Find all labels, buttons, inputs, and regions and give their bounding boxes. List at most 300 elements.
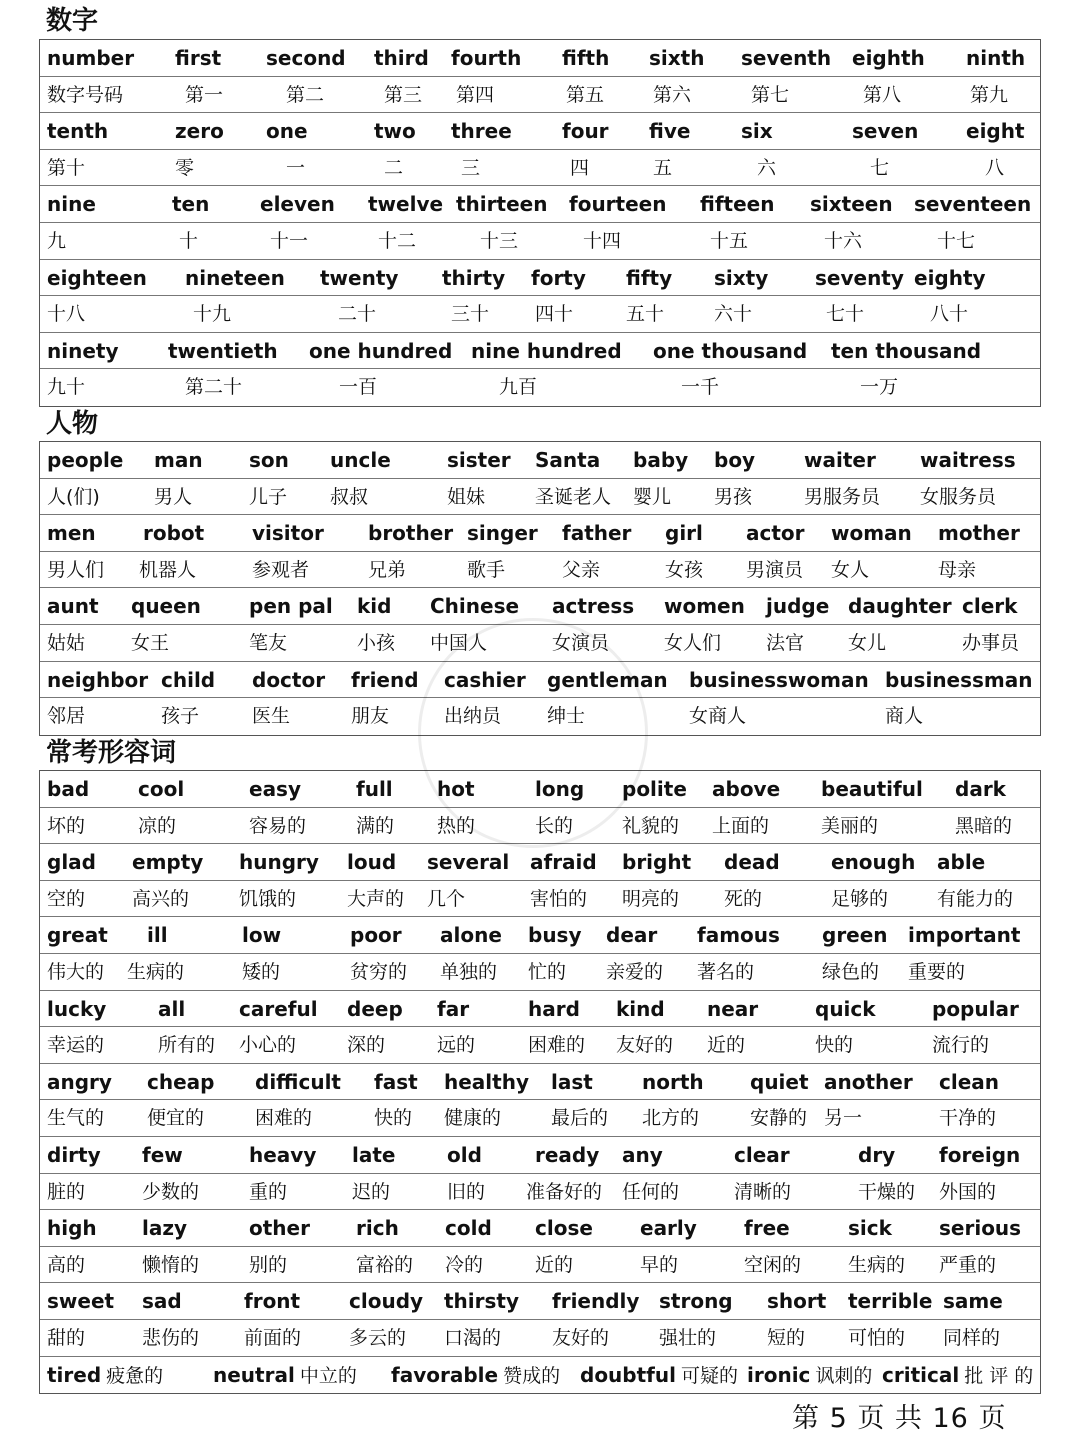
english-word: dark <box>955 777 1006 801</box>
english-word: tenth <box>47 119 109 144</box>
chinese-meaning: 男孩 <box>714 485 753 508</box>
english-row <box>40 771 1040 808</box>
chinese-meaning: 美丽的 <box>821 814 879 837</box>
chinese-meaning: 疲惫的 <box>106 1364 164 1387</box>
english-word: afraid <box>530 850 597 875</box>
chinese-row <box>40 369 1040 406</box>
word-pair <box>47 1357 163 1394</box>
english-word: brother <box>368 521 454 546</box>
english-word: fast <box>374 1069 418 1094</box>
chinese-meaning: 女王 <box>131 631 170 654</box>
english-word: far <box>437 996 470 1021</box>
english-row <box>40 442 1040 479</box>
english-word: early <box>640 1216 697 1241</box>
english-word: ninety <box>47 338 119 363</box>
chinese-meaning: 死的 <box>724 887 763 910</box>
chinese-meaning: 贫穷的 <box>350 960 408 983</box>
chinese-meaning: 严重的 <box>939 1253 997 1276</box>
chinese-meaning: 单独的 <box>440 960 498 983</box>
chinese-meaning: 亲爱的 <box>606 960 664 983</box>
chinese-meaning: 第三 <box>384 83 423 106</box>
english-word: boy <box>714 448 756 472</box>
chinese-meaning: 短的 <box>767 1326 806 1349</box>
chinese-meaning: 人(们) <box>47 485 100 508</box>
word-pair <box>580 1357 738 1394</box>
chinese-meaning: 矮的 <box>242 960 281 983</box>
english-word: lucky <box>47 996 107 1021</box>
adjectives-table <box>39 770 1041 1394</box>
chinese-meaning: 准备好的 <box>526 1180 603 1203</box>
chinese-meaning: 快的 <box>374 1107 413 1130</box>
english-row <box>40 40 1040 77</box>
chinese-meaning: 足够的 <box>831 887 889 910</box>
chinese-row <box>40 1100 1040 1137</box>
english-word: terrible <box>848 1289 933 1314</box>
english-word: eleven <box>260 192 335 217</box>
english-word: businesswoman <box>689 667 869 692</box>
english-word: seven <box>852 119 919 144</box>
chinese-meaning: 生病的 <box>848 1253 906 1276</box>
chinese-meaning: 九百 <box>499 376 538 399</box>
chinese-meaning: 女孩 <box>665 558 704 581</box>
chinese-meaning: 有能力的 <box>937 887 1014 910</box>
english-word: son <box>249 448 289 472</box>
english-word: gentleman <box>547 667 668 692</box>
section-title-adjectives: 常考形容词 <box>46 738 177 768</box>
english-word: all <box>158 996 186 1021</box>
chinese-meaning: 第五 <box>566 83 605 106</box>
english-word: sixty <box>714 265 769 290</box>
chinese-meaning: 高的 <box>47 1253 86 1276</box>
english-word: easy <box>249 777 302 801</box>
english-word: sixteen <box>810 192 893 217</box>
chinese-meaning: 长的 <box>535 814 574 837</box>
english-word: able <box>937 850 986 875</box>
english-word: favorable <box>391 1362 499 1387</box>
chinese-meaning: 第八 <box>863 83 902 106</box>
english-word: twenty <box>320 265 399 290</box>
english-word: thirty <box>442 265 506 290</box>
english-word: serious <box>939 1216 1022 1241</box>
english-word: kid <box>357 594 392 619</box>
english-word: cool <box>138 777 185 801</box>
english-word: poor <box>350 923 402 948</box>
english-word: important <box>908 923 1021 948</box>
chinese-row <box>40 808 1040 845</box>
chinese-meaning: 近的 <box>535 1253 574 1276</box>
english-word: thirteen <box>456 192 548 217</box>
chinese-meaning: 安静的 <box>750 1107 808 1130</box>
english-word: ready <box>535 1142 600 1167</box>
chinese-meaning: 男人 <box>154 485 193 508</box>
english-word: clerk <box>962 594 1018 619</box>
english-word: four <box>562 119 609 144</box>
chinese-meaning: 中国人 <box>430 631 488 654</box>
chinese-meaning: 女人们 <box>664 631 722 654</box>
english-word: hard <box>528 996 580 1021</box>
chinese-meaning: 五十 <box>626 303 665 326</box>
chinese-meaning: 便宜的 <box>147 1107 205 1130</box>
english-word: healthy <box>444 1069 529 1094</box>
english-row <box>40 1137 1040 1174</box>
chinese-row <box>40 1027 1040 1064</box>
english-word: sad <box>142 1289 182 1314</box>
english-word: nine <box>47 192 96 217</box>
english-word: first <box>175 46 222 70</box>
chinese-meaning: 医生 <box>252 705 291 728</box>
english-word: seventeen <box>914 192 1032 217</box>
chinese-meaning: 害怕的 <box>530 887 588 910</box>
english-word: number <box>47 46 135 70</box>
chinese-meaning: 旧的 <box>447 1180 486 1203</box>
english-word: one hundred <box>309 338 453 363</box>
chinese-meaning: 女服务员 <box>920 485 997 508</box>
english-word: old <box>447 1142 482 1167</box>
english-word: nineteen <box>185 265 285 290</box>
english-word: aunt <box>47 594 99 619</box>
chinese-meaning: 友好的 <box>616 1034 674 1057</box>
english-word: ten thousand <box>831 338 982 363</box>
english-word: sick <box>848 1216 892 1241</box>
word-pair <box>747 1357 872 1394</box>
people-table <box>39 441 1041 736</box>
chinese-meaning: 著名的 <box>697 960 755 983</box>
english-word: angry <box>47 1069 112 1094</box>
english-word: ironic <box>747 1362 811 1387</box>
english-word: hungry <box>239 850 319 875</box>
english-word: several <box>427 850 510 875</box>
english-word: baby <box>633 448 689 472</box>
english-word: enough <box>831 850 916 875</box>
english-word: same <box>943 1289 1003 1314</box>
english-word: clear <box>734 1142 790 1167</box>
chinese-meaning: 一百 <box>339 376 378 399</box>
english-word: ninth <box>966 46 1026 70</box>
chinese-meaning: 孩子 <box>161 705 200 728</box>
english-word: any <box>622 1142 663 1167</box>
chinese-meaning: 所有的 <box>158 1034 216 1057</box>
english-word: waitress <box>920 448 1016 472</box>
english-row <box>40 662 1040 699</box>
chinese-meaning: 十二 <box>378 229 417 252</box>
chinese-meaning: 兄弟 <box>368 558 407 581</box>
chinese-meaning: 多云的 <box>349 1326 407 1349</box>
chinese-meaning: 四十 <box>535 303 574 326</box>
english-word: woman <box>831 521 912 546</box>
english-word: one thousand <box>653 338 808 363</box>
english-word: glad <box>47 850 96 875</box>
chinese-meaning: 空的 <box>47 887 86 910</box>
english-word: late <box>352 1142 396 1167</box>
english-word: long <box>535 777 585 801</box>
chinese-row <box>40 552 1040 589</box>
chinese-meaning: 一万 <box>860 376 899 399</box>
english-word: famous <box>697 923 780 948</box>
english-word: twelve <box>368 192 444 217</box>
english-word: seventh <box>741 46 832 70</box>
english-row <box>40 1283 1040 1320</box>
english-word: judge <box>766 594 830 619</box>
english-word: eighty <box>914 265 986 290</box>
english-word: short <box>767 1289 827 1314</box>
chinese-meaning: 满的 <box>356 814 395 837</box>
chinese-meaning: 女商人 <box>689 705 747 728</box>
chinese-meaning: 笔友 <box>249 631 288 654</box>
section-title-people: 人物 <box>46 409 99 439</box>
english-word: great <box>47 923 108 948</box>
english-word: other <box>249 1216 310 1241</box>
chinese-meaning: 十七 <box>937 229 976 252</box>
english-word: second <box>266 46 346 70</box>
chinese-meaning: 第二十 <box>185 376 243 399</box>
chinese-meaning: 别的 <box>249 1253 288 1276</box>
chinese-meaning: 二 <box>384 156 404 179</box>
chinese-meaning: 黑暗的 <box>955 814 1013 837</box>
english-word: fourth <box>451 46 522 70</box>
english-word: dry <box>858 1142 896 1167</box>
english-word: pen pal <box>249 594 333 619</box>
chinese-meaning: 三十 <box>451 303 490 326</box>
chinese-meaning: 热的 <box>437 814 476 837</box>
english-row <box>40 917 1040 954</box>
chinese-meaning: 十五 <box>710 229 749 252</box>
english-word: foreign <box>939 1142 1021 1167</box>
english-word: critical <box>882 1362 960 1387</box>
english-row <box>40 186 1040 223</box>
english-word: alone <box>440 923 502 948</box>
chinese-meaning: 迟的 <box>352 1180 391 1203</box>
english-word: one <box>266 119 308 144</box>
english-word: queen <box>131 594 201 619</box>
chinese-meaning: 父亲 <box>562 558 601 581</box>
chinese-meaning: 干净的 <box>939 1107 997 1130</box>
english-row <box>40 333 1040 370</box>
chinese-meaning: 绿色的 <box>822 960 880 983</box>
chinese-meaning: 空闲的 <box>744 1253 802 1276</box>
chinese-meaning: 九 <box>47 229 67 252</box>
chinese-meaning: 同样的 <box>943 1326 1001 1349</box>
english-word: busy <box>528 923 582 948</box>
english-word: thirsty <box>444 1289 520 1314</box>
chinese-meaning: 母亲 <box>938 558 977 581</box>
chinese-meaning: 容易的 <box>249 814 307 837</box>
chinese-meaning: 六十 <box>714 303 753 326</box>
english-word: robot <box>143 521 205 546</box>
chinese-meaning: 女演员 <box>552 631 610 654</box>
chinese-meaning: 婴儿 <box>633 485 672 508</box>
english-row <box>40 588 1040 625</box>
chinese-meaning: 最后的 <box>551 1107 609 1130</box>
english-word: ten <box>172 192 210 217</box>
english-word: mother <box>938 521 1020 546</box>
english-word: another <box>824 1069 913 1094</box>
chinese-row <box>40 881 1040 918</box>
english-word: nine hundred <box>471 338 622 363</box>
english-word: waiter <box>804 448 876 472</box>
chinese-meaning: 前面的 <box>244 1326 302 1349</box>
chinese-meaning: 深的 <box>347 1034 386 1057</box>
english-word: visitor <box>252 521 324 546</box>
chinese-meaning: 三 <box>461 156 481 179</box>
chinese-meaning: 男人们 <box>47 558 105 581</box>
english-word: loud <box>347 850 397 875</box>
english-word: heavy <box>249 1142 317 1167</box>
english-word: rich <box>356 1216 399 1241</box>
chinese-meaning: 商人 <box>885 705 924 728</box>
chinese-meaning: 姑姑 <box>47 631 86 654</box>
english-word: three <box>451 119 512 144</box>
chinese-meaning: 小心的 <box>239 1034 297 1057</box>
numbers-table <box>39 39 1041 407</box>
chinese-row <box>40 954 1040 991</box>
english-word: near <box>707 996 759 1021</box>
chinese-meaning: 六 <box>757 156 777 179</box>
english-word: neighbor <box>47 667 149 692</box>
english-word: people <box>47 448 124 472</box>
english-word: polite <box>622 777 687 801</box>
english-word: fifty <box>626 265 673 290</box>
chinese-meaning: 零 <box>175 156 195 179</box>
chinese-meaning: 八十 <box>930 303 969 326</box>
chinese-meaning: 明亮的 <box>622 887 680 910</box>
chinese-meaning: 九十 <box>47 376 86 399</box>
chinese-meaning: 第十 <box>47 156 86 179</box>
chinese-meaning: 懒惰的 <box>142 1253 200 1276</box>
english-word: difficult <box>255 1069 341 1094</box>
chinese-meaning: 口渴的 <box>444 1326 502 1349</box>
english-word: twentieth <box>168 338 278 363</box>
word-pair <box>391 1357 560 1394</box>
english-word: dead <box>724 850 780 875</box>
english-word: sweet <box>47 1289 115 1314</box>
chinese-meaning: 参观者 <box>252 558 310 581</box>
chinese-meaning: 另一 <box>824 1107 863 1130</box>
chinese-meaning: 男演员 <box>746 558 804 581</box>
chinese-meaning: 第二 <box>286 83 325 106</box>
english-word: fifth <box>562 46 610 70</box>
english-word: clean <box>939 1069 1000 1094</box>
english-word: ill <box>147 923 168 948</box>
english-word: five <box>649 119 691 144</box>
chinese-meaning: 生气的 <box>47 1107 105 1130</box>
chinese-meaning: 儿子 <box>249 485 288 508</box>
chinese-row <box>40 77 1040 114</box>
english-word: daughter <box>848 594 952 619</box>
english-row <box>40 260 1040 297</box>
chinese-meaning: 大声的 <box>347 887 405 910</box>
chinese-meaning: 十八 <box>47 303 86 326</box>
chinese-row <box>40 223 1040 260</box>
chinese-meaning: 一 <box>286 156 306 179</box>
english-word: lazy <box>142 1216 188 1241</box>
chinese-row <box>40 625 1040 662</box>
chinese-meaning: 法官 <box>766 631 805 654</box>
chinese-meaning: 赞成的 <box>503 1364 561 1387</box>
english-word: hot <box>437 777 475 801</box>
chinese-meaning: 忙的 <box>528 960 567 983</box>
english-word: above <box>712 777 781 801</box>
chinese-meaning: 批 评 的 <box>964 1364 1034 1387</box>
chinese-meaning: 干燥的 <box>858 1180 916 1203</box>
chinese-meaning: 任何的 <box>622 1180 680 1203</box>
english-word: free <box>744 1216 790 1241</box>
english-word: cashier <box>444 667 526 692</box>
chinese-meaning: 第七 <box>751 83 790 106</box>
chinese-meaning: 强壮的 <box>659 1326 717 1349</box>
chinese-meaning: 清晰的 <box>734 1180 792 1203</box>
chinese-meaning: 重的 <box>249 1180 288 1203</box>
chinese-meaning: 十三 <box>480 229 519 252</box>
english-word: dirty <box>47 1142 101 1167</box>
english-word: men <box>47 521 96 546</box>
english-word: actor <box>746 521 805 546</box>
chinese-meaning: 外国的 <box>939 1180 997 1203</box>
english-word: friend <box>351 667 419 692</box>
english-word: eighth <box>852 46 925 70</box>
english-word: strong <box>659 1289 733 1314</box>
english-word: Chinese <box>430 594 520 619</box>
english-word: full <box>356 777 393 801</box>
chinese-meaning: 中立的 <box>299 1364 357 1387</box>
chinese-meaning: 姐妹 <box>447 485 486 508</box>
chinese-meaning: 十九 <box>193 303 232 326</box>
chinese-row <box>40 479 1040 516</box>
chinese-meaning: 凉的 <box>138 814 177 837</box>
chinese-meaning: 出纳员 <box>444 705 502 728</box>
chinese-meaning: 幸运的 <box>47 1034 105 1057</box>
chinese-meaning: 重要的 <box>908 960 966 983</box>
chinese-meaning: 早的 <box>640 1253 679 1276</box>
english-word: dear <box>606 923 658 948</box>
english-word: deep <box>347 996 403 1021</box>
english-word: actress <box>552 594 635 619</box>
chinese-meaning: 困难的 <box>528 1034 586 1057</box>
english-word: two <box>374 119 416 144</box>
english-word: businessman <box>885 667 1033 692</box>
chinese-meaning: 伟大的 <box>47 960 105 983</box>
chinese-meaning: 第一 <box>185 83 224 106</box>
chinese-meaning: 甜的 <box>47 1326 86 1349</box>
english-row <box>40 1210 1040 1247</box>
english-word: eighteen <box>47 265 147 290</box>
chinese-meaning: 几个 <box>427 887 466 910</box>
english-row <box>40 844 1040 881</box>
chinese-meaning: 四 <box>570 156 590 179</box>
chinese-meaning: 脏的 <box>47 1180 86 1203</box>
chinese-meaning: 朋友 <box>351 705 390 728</box>
chinese-row <box>40 296 1040 333</box>
english-word: cloudy <box>349 1289 424 1314</box>
chinese-meaning: 生病的 <box>127 960 185 983</box>
chinese-meaning: 北方的 <box>642 1107 700 1130</box>
chinese-meaning: 第九 <box>970 83 1009 106</box>
chinese-meaning: 男服务员 <box>804 485 881 508</box>
english-word: bright <box>622 850 692 875</box>
chinese-meaning: 流行的 <box>932 1034 990 1057</box>
english-word: doctor <box>252 667 326 692</box>
english-row <box>40 1064 1040 1101</box>
chinese-meaning: 上面的 <box>712 814 770 837</box>
chinese-row <box>40 1174 1040 1211</box>
chinese-meaning: 十一 <box>270 229 309 252</box>
english-row <box>40 991 1040 1028</box>
english-word: beautiful <box>821 777 923 801</box>
chinese-meaning: 二十 <box>338 303 377 326</box>
english-word: careful <box>239 996 318 1021</box>
chinese-meaning: 女人 <box>831 558 870 581</box>
english-row <box>40 113 1040 150</box>
chinese-meaning: 办事员 <box>962 631 1020 654</box>
